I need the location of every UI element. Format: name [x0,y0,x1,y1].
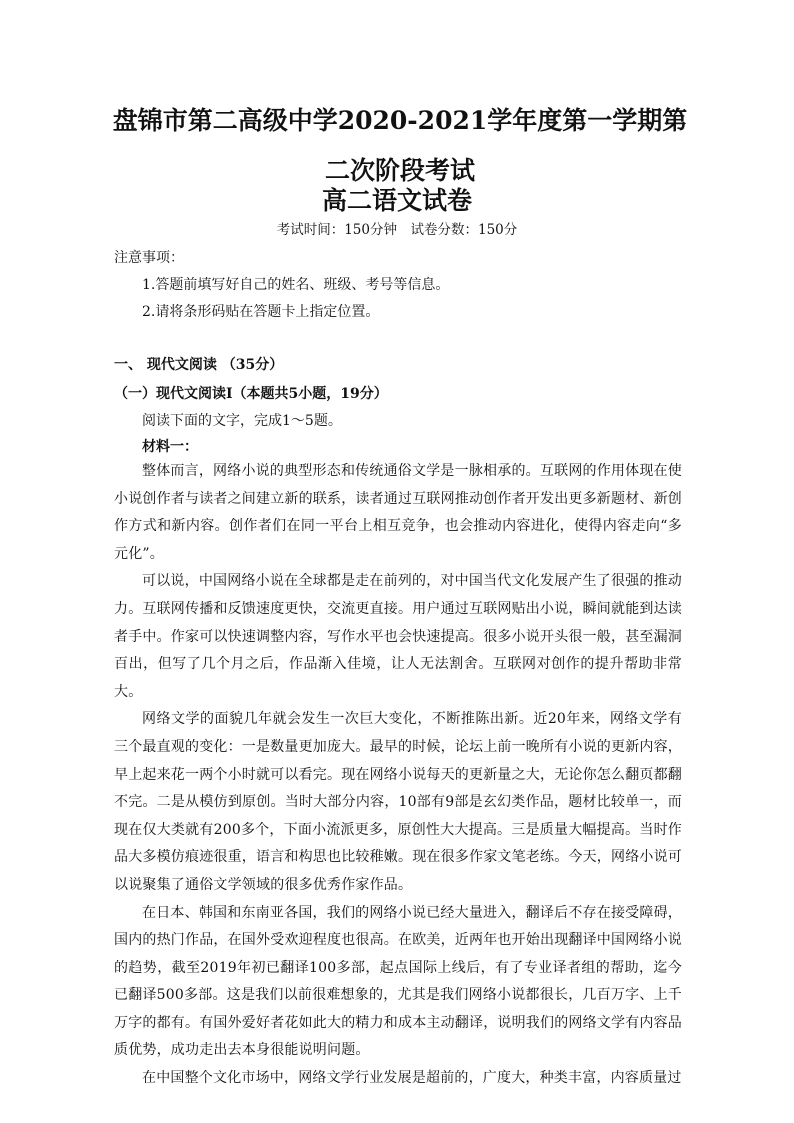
notes-heading: 注意事项： [114,250,184,266]
exam-info: 考试时间：150分钟 试卷分数：150分 [276,222,518,238]
paragraph: 在日本、韩国和东南亚各国，我们的网络小说已经大量进入，翻译后不存在接受障碍，国内的热门作品，在国外受欢迎程度也很高。在欧美，近两年也开始出现翻译中国网络小说的趋势，截至2019年初已翻译100多部，起点国际上线后，有了专业译者组的帮助，迄今已翻译500多部。这是我们以前很难想象的，尤其是我们网络小说都很长，几百万字、上千万字的都有。有国外爱好者花如此大的精力和成本主动翻译，说明我们的网络文学有内容品质优势，成功走出去本身很能说明问题。 [114,904,682,1059]
material-body [114,458,682,1093]
paragraph: 整体而言，网络小说的典型形态和传统通俗文学是一脉相承的。互联网的作用体现在使小说创作者与读者之间建立新的联系，读者通过互联网推动创作者开发出更多新题材、新创作方式和新内容。创作者们在同一平台上相互竞争，也会推动内容进化，使得内容走向“多元化”。 [114,463,682,562]
sub-section-heading: （一）现代文阅读Ⅰ（本题共5小题，19分） [114,386,388,402]
exam-title: 盘锦市第二高级中学2020-2021学年度第一学期第二次阶段考试 [112,106,688,185]
note-item-2: 2.请将条形码贴在答题卡上指定位置。 [142,304,380,320]
note-item-1: 1.答题前填写好自己的姓名、班级、考号等信息。 [142,277,450,293]
paragraph: 网络文学的面貌几年就会发生一次巨大变化，不断推陈出新。近20年来，网络文学有三个最直观的变化：一是数量更加庞大。最早的时候，论坛上前一晚所有小说的更新内容，早上起来花一两个小时就可以看完。现在网络小说每天的更新量之大，无论你怎么翻页都翻不完。二是从模仿到原创。当时大部分内容，10部有9部是玄幻类作品，题材比较单一，而现在仅大类就有200多个，下面小流派更多，原创性大大提高。三是质量大幅提高。当时作品大多模仿痕迹很重，语言和构思也比较稚嫩。现在很多作家文笔老练。今天，网络小说可以说聚集了通俗文学领域的很多优秀作家作品。 [114,711,682,893]
paper-subtitle: 高二语文试卷 [321,186,472,215]
reading-instruction: 阅读下面的文字，完成1～5题。 [142,413,342,429]
material-label: 材料一： [142,439,198,455]
paragraph: 在中国整个文化市场中，网络文学行业发展是超前的，广度大，种类丰富，内容质量过 [142,1070,682,1087]
section-heading: 一、 现代文阅读 （35分） [114,357,284,373]
paragraph: 可以说，中国网络小说在全球都是走在前列的，对中国当代文化发展产生了很强的推动力。互联网传播和反馈速度更快，交流更直接。用户通过互联网贴出小说，瞬间就能到达读者手中。作家可以快速调整内容，写作水平也会快速提高。很多小说开头很一般，甚至漏洞百出，但写了几个月之后，作品渐入佳境，让人无法割舍。互联网对创作的提升帮助非常大。 [114,573,682,700]
